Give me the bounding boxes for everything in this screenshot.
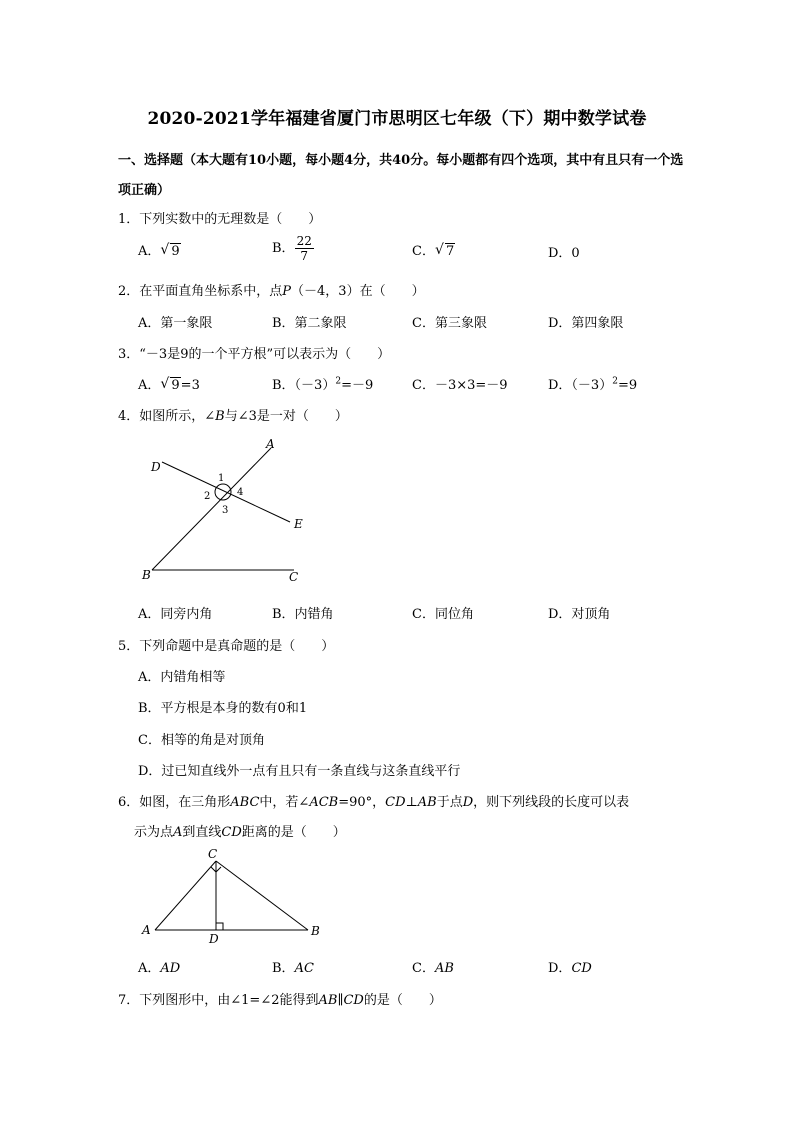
numerator: 22 [296, 234, 312, 248]
page-title: 2020-2021学年福建省厦门市思明区七年级（下）期中数学试卷 [147, 109, 647, 129]
question-2-option-d: D．第四象限 [548, 316, 624, 331]
label-b: B [311, 924, 320, 938]
radicand: 7 [445, 244, 455, 259]
question-3-option-c: C．－3×3=－9 [412, 378, 508, 393]
question-6-option-c [412, 957, 454, 976]
point-name: A [173, 825, 183, 840]
stem-text: （－4，3）在（ ） [291, 284, 425, 299]
question-4-option-d: D．对顶角 [548, 607, 611, 622]
question-6-option-a [138, 957, 180, 976]
question-2-stem [118, 280, 425, 299]
question-2-option-a: A．第一象限 [138, 316, 213, 331]
question-4-option-c: C．同位角 [412, 607, 474, 622]
stem-text: 距离的是（ ） [241, 825, 346, 840]
option-label: A． [138, 244, 161, 259]
side-cb [216, 861, 308, 930]
option-label: C． [412, 244, 435, 259]
fraction [295, 234, 314, 263]
question-1-option-b [272, 234, 314, 263]
label-d: D [209, 932, 219, 946]
option-label: A． [138, 961, 161, 976]
option-text: AD [160, 961, 181, 976]
option-label: C． [412, 961, 435, 976]
segment-name: CD [385, 795, 406, 810]
question-4-option-a: A．同旁内角 [138, 607, 213, 622]
question-3-stem: 3．“－3是9的一个平方根”可以表示为（ ） [118, 347, 391, 362]
question-5-stem: 5．下列命题中是真命题的是（ ） [118, 639, 335, 654]
line-name: AB [318, 993, 338, 1008]
question-5-option-a: A．内错角相等 [138, 670, 226, 685]
option-text: D．（－3） [548, 378, 613, 393]
side-ac [155, 861, 216, 930]
sqrt-symbol: √ 9 [160, 242, 180, 259]
option-text: AB [434, 961, 454, 976]
angle-label-3: 3 [222, 505, 229, 516]
question-7-stem [118, 989, 442, 1008]
triangle-name: ABC [230, 795, 260, 810]
stem-text: 4．如图所示，∠ [118, 409, 216, 424]
stem-text: ，则下列线段的长度可以表 [473, 795, 630, 810]
option-text: B．（－3） [272, 378, 336, 393]
question-3-option-a [138, 374, 200, 393]
radicand: 9 [171, 378, 180, 393]
stem-text: 的是（ ） [363, 993, 442, 1008]
point-name: D [462, 795, 474, 810]
question-1-option-d: D．0 [548, 246, 580, 261]
line-name: CD [343, 993, 364, 1008]
question-4-option-b: B．内错角 [272, 607, 334, 622]
question-5-option-c: C．相等的角是对顶角 [138, 733, 265, 748]
stem-text: 于点 [436, 795, 463, 810]
label-b: B [142, 568, 151, 582]
question-2-option-c: C．第三象限 [412, 316, 487, 331]
exponent: 2 [335, 376, 342, 387]
stem-text: 7．下列图形中，由∠1=∠2能得到 [118, 993, 319, 1008]
option-text: =3 [180, 378, 200, 393]
label-e: E [294, 517, 303, 531]
stem-text: 2．在平面直角坐标系中，点 [118, 284, 283, 299]
question-2-option-b: B．第二象限 [272, 316, 347, 331]
option-label: D． [548, 961, 572, 976]
question-5-option-d: D．过已知直线外一点有且只有一条直线与这条直线平行 [138, 764, 461, 779]
question-6-option-d [548, 957, 592, 976]
question-5-option-b: B．平方根是本身的数有0和1 [138, 701, 308, 716]
angle-b: B [215, 409, 225, 424]
question-1-stem: 1．下列实数中的无理数是（ ） [118, 212, 322, 227]
angle-label-4: 4 [237, 487, 244, 498]
point-p: P [282, 284, 292, 299]
sqrt-symbol: √ 9 [160, 376, 180, 393]
stem-text: 示为点 [134, 825, 174, 840]
sqrt-symbol: √ 7 [434, 242, 455, 259]
segment-name: AB [417, 795, 437, 810]
question-4-figure [138, 432, 318, 592]
question-6-option-b [272, 957, 314, 976]
option-text: =－9 [341, 378, 374, 393]
angle-name: ACB [309, 795, 339, 810]
label-d: D [151, 460, 161, 474]
label-a: A [142, 923, 151, 937]
section-heading: 一、选择题（本大题有10小题，每小题4分，共40分。每小题都有四个选项，其中有且只有一个选项正确） [118, 153, 684, 198]
stem-text: =90°， [338, 795, 386, 810]
question-4-stem [118, 405, 348, 424]
label-c: C [208, 847, 218, 861]
label-c: C [289, 570, 299, 584]
parallel-symbol: ∥ [337, 993, 344, 1008]
right-angle-mark-d [216, 923, 223, 930]
line-name: CD [221, 825, 242, 840]
denominator: 7 [300, 249, 309, 263]
stem-text: 中，若∠ [259, 795, 310, 810]
question-6-stem-line1 [118, 791, 629, 810]
question-1-option-c [412, 240, 455, 259]
line-ba [152, 448, 271, 570]
question-1-option-a [138, 240, 181, 259]
option-text: CD [571, 961, 592, 976]
question-3-option-b [272, 374, 373, 393]
option-label: A． [138, 378, 161, 393]
label-a: A [266, 437, 275, 451]
radicand: 9 [171, 244, 180, 259]
question-6-figure [138, 844, 328, 948]
stem-text: 到直线 [182, 825, 222, 840]
stem-text: 与∠3是一对（ ） [224, 409, 348, 424]
option-label: B． [272, 241, 295, 256]
angle-label-1: 1 [218, 473, 225, 484]
option-text: AC [294, 961, 314, 976]
perpendicular-symbol: ⊥ [405, 795, 418, 810]
exponent: 2 [612, 376, 618, 387]
option-text: =9 [617, 378, 638, 393]
angle-label-2: 2 [204, 491, 211, 502]
stem-text: 6．如图，在三角形 [118, 795, 231, 810]
option-label: B． [272, 961, 295, 976]
question-3-option-d [548, 374, 637, 393]
question-6-stem-line2 [134, 821, 346, 840]
